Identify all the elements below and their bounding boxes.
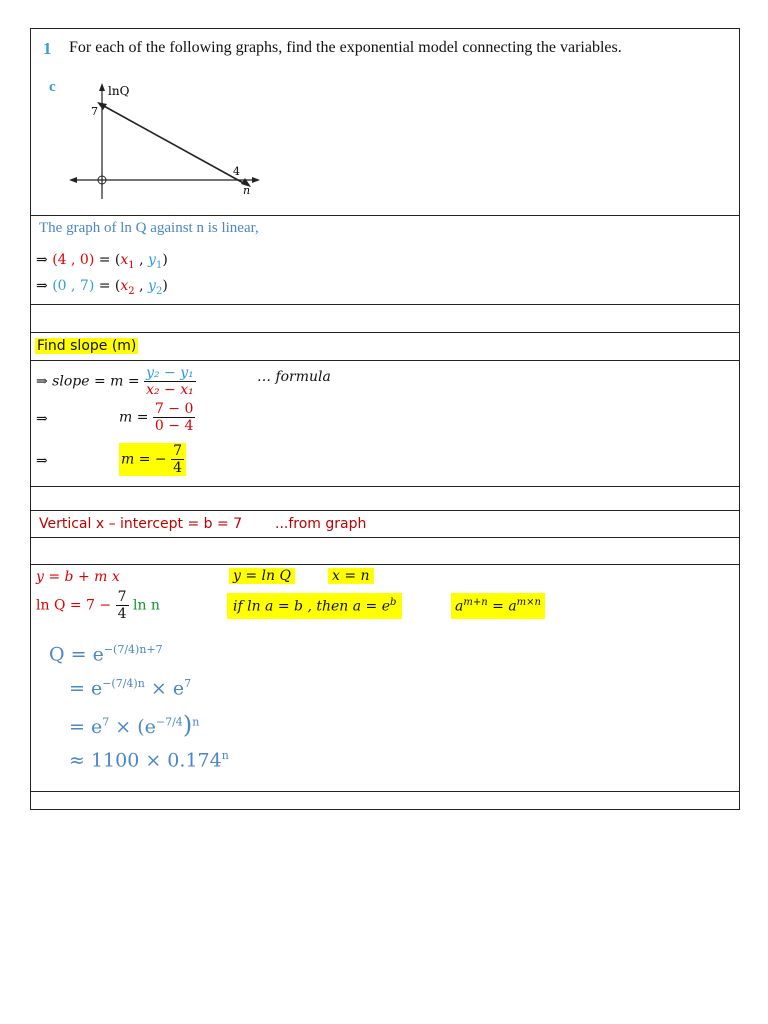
exponent-rule-base-1: a — [455, 598, 464, 615]
slope-formula-numerator: y₂ − y₁ — [146, 365, 194, 381]
y2-var: y — [148, 278, 156, 294]
point-1-line: ⇒ (4 , $0) = (x_1$ , $y_1$) — [36, 252, 168, 271]
slope-step-2-lhs: m = — [119, 409, 149, 426]
final-step-3-close-exponent: n — [192, 715, 200, 729]
ln-q-equation — [36, 589, 160, 622]
log-rule-text: if ln a = b , then a = e — [233, 598, 391, 615]
implies-symbol: ⇒ — [36, 453, 48, 469]
question-cell — [30, 28, 740, 216]
final-model: ≈ 1100 × 0.174 — [69, 749, 222, 772]
line-equation — [36, 569, 120, 585]
intercept-statement: Vertical x – intercept = b = 7 — [39, 516, 243, 532]
x-axis-label: n — [243, 184, 251, 197]
slope-calc-cell — [30, 361, 740, 487]
final-step-3-close: ) — [182, 711, 193, 739]
implies-symbol: ⇒ — [36, 411, 48, 427]
slope-formula-denominator: x₂ − x₁ — [146, 382, 194, 398]
slope-result — [119, 443, 186, 476]
x-axis-right-arrow-icon — [252, 177, 260, 183]
final-step-3 — [69, 711, 199, 739]
slope-step-2-fraction — [153, 401, 195, 434]
linear-statement: The graph of ln Q against n is linear, — [39, 220, 259, 236]
point-1-coords: (4 , 0) — [52, 252, 95, 268]
slope-step-2 — [36, 411, 48, 427]
slope-step-2-denominator: 0 − 4 — [154, 418, 194, 434]
slope-formula-lhs: ⇒ slope = m = — [36, 373, 140, 390]
final-model-exponent: n — [221, 749, 229, 762]
y-intercept-label: 7 — [91, 105, 98, 118]
final-step-2-text: = e — [69, 677, 103, 700]
ln-q-numerator: 7 — [117, 589, 127, 605]
final-step-2-exponent: −(7/4)n — [102, 677, 145, 690]
exponent-rule-base-2: a — [508, 598, 517, 615]
slope-result-fraction — [171, 443, 184, 476]
final-step-3-text: = e — [69, 716, 103, 738]
graph-line — [102, 105, 247, 185]
ln-q-denominator: 4 — [117, 606, 127, 622]
x1-var: x — [120, 252, 129, 268]
exponent-rule-exp-1: m+n — [463, 597, 488, 608]
x1-sub: 1 — [128, 259, 135, 271]
final-step-1 — [49, 643, 163, 665]
y1-var: y — [148, 252, 156, 268]
final-step-3-exponent: 7 — [102, 715, 110, 729]
implies-symbol: ⇒ — [36, 278, 48, 294]
y-axis-arrow-icon — [99, 83, 105, 91]
points-cell — [30, 216, 740, 305]
intercept-note: ...from graph — [275, 516, 367, 532]
spacer-row — [30, 487, 740, 511]
formula-note: … formula — [257, 369, 331, 385]
final-step-1-exponent: −(7/4)n+7 — [103, 643, 163, 656]
slope-result-denominator: 4 — [173, 460, 183, 476]
slope-formula — [36, 365, 196, 398]
slope-result-lhs: m = − — [121, 451, 167, 468]
ln-q-lhs: ln Q = 7 − — [36, 597, 112, 614]
final-step-2 — [69, 677, 191, 699]
line-graph — [67, 81, 267, 201]
exponent-rule-exp-2: m×n — [516, 597, 541, 608]
final-step-4 — [69, 749, 229, 771]
question-text: For each of the following graphs, find the exponential model connecting the variables. — [69, 39, 622, 56]
slope-step-2-numerator: 7 − 0 — [154, 401, 194, 417]
implies-symbol: ⇒ — [36, 252, 48, 268]
point-2-line: ⇒ (0 , $7) = (x_2$ , $y_2$) — [36, 278, 168, 297]
log-rule — [227, 593, 402, 619]
exponent-rule-equals: = — [492, 598, 504, 615]
spacer-row — [30, 305, 740, 333]
y1-sub: 1 — [155, 259, 163, 271]
spacer-row — [30, 538, 740, 565]
substitution-x: x = n — [328, 568, 374, 584]
slope-step-2-expr — [119, 401, 195, 434]
point-2-coords: (0 , 7) — [52, 278, 95, 294]
x-intercept-label: 4 — [233, 165, 240, 178]
slope-step-3 — [36, 453, 48, 469]
final-step-1-text: Q = e — [49, 643, 104, 666]
x2-var: x — [120, 278, 129, 294]
x-axis-left-arrow-icon — [69, 177, 77, 183]
substitution-y: y = ln Q — [229, 568, 295, 584]
log-rule-exponent: b — [390, 597, 397, 608]
slope-heading-cell — [30, 333, 740, 361]
question-part: c — [49, 79, 56, 95]
final-step-3-tail: × (e — [115, 716, 156, 738]
final-step-2-tail-exponent: 7 — [184, 677, 192, 690]
final-step-3-tail-exponent: −7/4 — [155, 715, 183, 729]
line-equation-text: y = b + m x — [36, 569, 120, 585]
question-number: 1 — [43, 39, 52, 58]
x2-sub: 2 — [128, 285, 135, 297]
slope-heading: Find slope (m) — [37, 338, 137, 354]
equals-symbol: = — [98, 278, 111, 294]
intercept-cell — [30, 511, 740, 538]
y2-sub: 2 — [155, 285, 163, 297]
slope-result-numerator: 7 — [173, 443, 183, 459]
y-axis-label: lnQ — [108, 84, 130, 98]
ln-q-fraction — [116, 589, 129, 622]
exponent-rule — [451, 593, 545, 619]
slope-formula-fraction — [144, 365, 196, 398]
equals-symbol: = — [98, 252, 111, 268]
ln-q-rhs: ln n — [132, 597, 160, 614]
worksheet — [30, 28, 740, 810]
final-step-2-tail: × e — [150, 677, 185, 700]
spacer-row — [30, 792, 740, 810]
model-cell — [30, 565, 740, 792]
